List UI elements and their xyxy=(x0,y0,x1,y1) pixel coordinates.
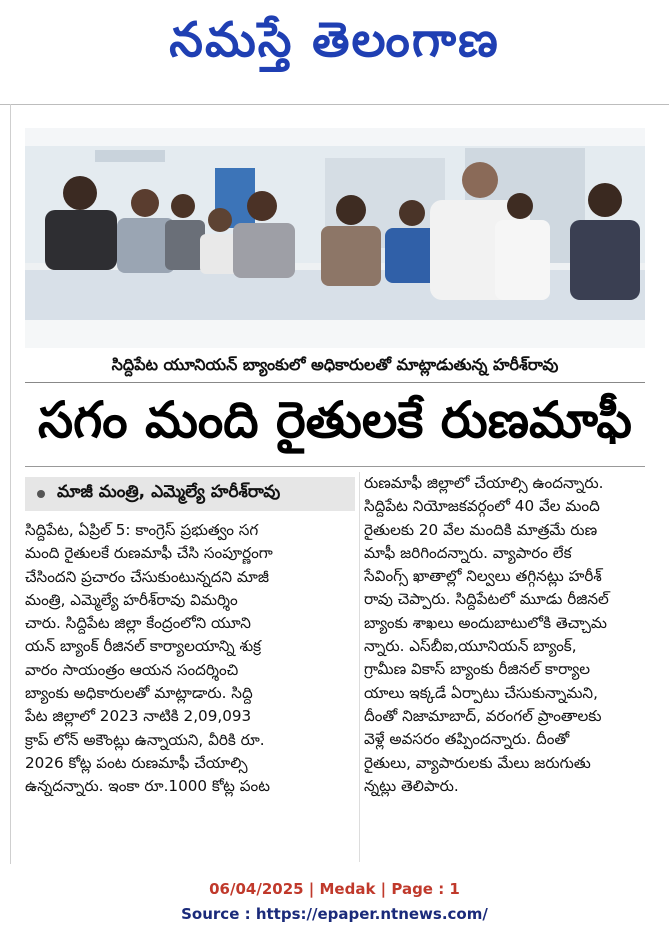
article-text-line: రుణమాఫీ జిల్లాలో చేయాల్సి ఉందన్నారు. xyxy=(364,474,604,492)
article-byline xyxy=(25,477,355,511)
photo-illustration xyxy=(25,128,645,348)
article-column-right xyxy=(364,472,646,798)
article-text-line: రావు చెప్పారు. సిద్దిపేటలో మూడు రీజినల్ xyxy=(364,590,609,609)
article-text-line: ఉన్నదన్నారు. ఇంకా రూ.1000 కోట్ల పంట xyxy=(25,777,270,796)
article-headline: సగం మంది రైతులకే రుణమాఫీ xyxy=(38,390,632,449)
article-text-line: యన్ బ్యాంక్ రీజినల్ కార్యాలయాన్ని శుక్ర xyxy=(25,637,262,656)
article-text-line: బ్యాంకు అధికారులతో మాట్లాడారు. సిద్ది xyxy=(25,684,253,703)
bullet-icon xyxy=(37,490,45,498)
headline-divider xyxy=(25,466,645,467)
article-text-line: సేవింగ్స్ ఖాతాల్లో నిల్వలు తగ్గినట్లు హరీశ్ xyxy=(364,567,602,586)
article-text-line: రైతులు, వ్యాపారులకు మేలు జరుగుతు xyxy=(364,753,591,772)
article-text-line: చేసిందని ప్రచారం చేసుకుంటున్నదని మాజీ xyxy=(25,567,269,586)
article-text-line: వెళ్లే అవసరం తప్పిందన్నారు. దీంతో xyxy=(364,730,570,749)
article-text-line: మంత్రి, ఎమ్మెల్యే హరీశ్‌రావు విమర్శిం xyxy=(25,590,238,609)
article-text-line: న్నారు. ఎస్‌బీఐ,యూనియన్ బ్యాంక్, xyxy=(364,637,577,656)
left-margin-rule xyxy=(10,104,11,864)
photo-caption: సిద్దిపేట యూనియన్ బ్యాంకులో అధికారులతో మాట్లాడుతున్న హరీశ్‌రావు xyxy=(25,350,645,383)
article-text-line: దీంతో నిజామాబాద్, వరంగల్ ప్రాంతాలకు xyxy=(364,706,602,725)
article-text-line: సిద్దిపేట నియోజకవర్గంలో 40 వేల మంది xyxy=(364,497,600,516)
article-text-line: పేట జిల్లాలో 2023 నాటికి 2,09,093 xyxy=(25,707,252,726)
article-text-line: 2026 కోట్ల పంట రుణమాఫీ చేయాల్సి xyxy=(25,753,248,772)
newspaper-title: నమస్తే తెలంగాణ xyxy=(169,12,500,68)
news-photo xyxy=(25,128,645,348)
article-column-left xyxy=(25,519,355,799)
masthead xyxy=(0,0,669,92)
article-text-line: వారం సాయంత్రం ఆయన సందర్శించి xyxy=(25,660,239,679)
article-text-line: యాలు ఇక్కడే ఏర్పాటు చేసుకున్నామని, xyxy=(364,683,598,702)
byline-text: మాజీ మంత్రి, ఎమ్మెల్యే హరీశ్‌రావు xyxy=(57,482,281,502)
article-text-line: క్రాప్ లోన్ అకౌంట్లు ఉన్నాయని, వీరికి రూ. xyxy=(25,730,265,749)
article-text-line: మాఫీ జరిగిందన్నారు. వ్యాపారం లేక xyxy=(364,543,572,562)
article-text-line: మంది రైతులకే రుణమాఫీ చేసి సంపూర్ణంగా xyxy=(25,544,273,563)
masthead-divider xyxy=(0,104,669,105)
footer-source-line: Source : https://epaper.ntnews.com/ xyxy=(181,905,488,923)
article-text-line: సిద్దిపేట, ఏప్రిల్ 5: కాంగ్రెస్ ప్రభుత్వం సగ xyxy=(25,521,259,539)
column-divider xyxy=(359,472,360,862)
article-text-line: రైతులకు 20 వేల మందికి మాత్రమే రుణ xyxy=(364,520,598,539)
footer-date-line: 06/04/2025 | Medak | Page : 1 xyxy=(209,880,460,898)
article-text-line: చారు. సిద్దిపేట జిల్లా కేంద్రంలోని యూని xyxy=(25,614,251,633)
article-text-line: న్నట్లు తెలిపారు. xyxy=(364,776,459,795)
article-text-line: బ్యాంకు శాఖలు అందుబాటులోకి తెచ్చామ xyxy=(364,613,607,632)
article-text-line: గ్రామీణ వికాస్ బ్యాంకు రీజినల్ కార్యాల xyxy=(364,660,591,679)
